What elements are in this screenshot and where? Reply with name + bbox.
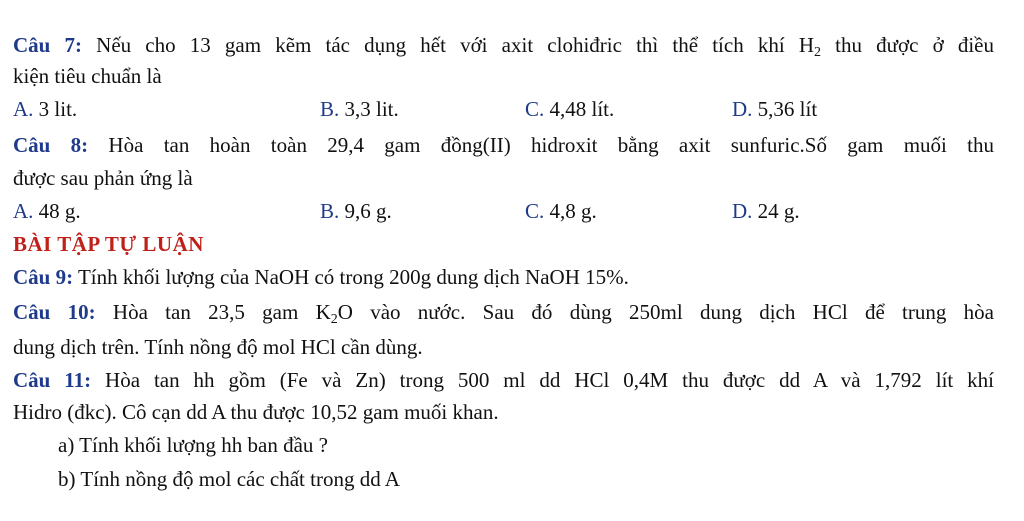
question-11-line-2: Hidro (đkc). Cô cạn dd A thu được 10,52 gam muối khan. — [13, 400, 499, 424]
option-letter: B. — [320, 97, 340, 121]
question-7-label: Câu 7: — [13, 33, 82, 57]
option-letter: D. — [732, 199, 753, 223]
option-letter: C. — [525, 199, 545, 223]
option-text: 3,3 lit. — [339, 97, 399, 121]
question-11-text-line1: Hòa tan hh gồm (Fe và Zn) trong 500 ml dd HCl 0,4M thu được dd A và 1,792 lít khí — [91, 368, 994, 392]
question-11-sub-a: a) Tính khối lượng hh ban đầu ? — [58, 433, 328, 457]
question-10-text-part1: Hòa tan 23,5 gam K — [95, 300, 331, 324]
question-7-option-d — [732, 96, 817, 122]
question-11-line-1 — [13, 367, 994, 393]
question-8-option-a — [13, 198, 81, 224]
question-10-line-1 — [13, 299, 994, 325]
question-8-option-d — [732, 198, 800, 224]
question-9-label: Câu 9: — [13, 265, 74, 289]
question-9-text: Tính khối lượng của NaOH có trong 200g dung dịch NaOH 15%. — [73, 265, 629, 289]
question-7-text-part1: Nếu cho 13 gam kẽm tác dụng hết với axit clohiđric thì thể tích khí H — [82, 33, 814, 57]
section-title: BÀI TẬP TỰ LUẬN — [13, 232, 204, 256]
option-text: 3 lit. — [33, 97, 78, 121]
question-7-option-a — [13, 96, 77, 122]
question-7-text-part2: thu được ở điều — [821, 33, 994, 57]
option-letter: D. — [732, 97, 753, 121]
option-text: 4,8 g. — [544, 199, 597, 223]
option-letter: A. — [13, 199, 34, 223]
question-11-label: Câu 11: — [13, 368, 92, 392]
question-7-option-c — [525, 96, 614, 122]
question-9-line-1 — [13, 264, 994, 290]
question-8-line-2: được sau phản ứng là — [13, 166, 193, 190]
question-10-subscript: 2 — [330, 312, 338, 327]
option-text: 5,36 lít — [752, 97, 818, 121]
option-text: 48 g. — [33, 199, 81, 223]
question-8-option-c — [525, 198, 597, 224]
option-text: 9,6 g. — [339, 199, 392, 223]
question-8-label: Câu 8: — [13, 133, 89, 157]
option-letter: C. — [525, 97, 545, 121]
option-letter: A. — [13, 97, 34, 121]
question-10-text-part2: O vào nước. Sau đó dùng 250ml dung dịch HCl để trung hòa — [337, 300, 994, 324]
option-text: 24 g. — [752, 199, 800, 223]
question-7-line-1 — [13, 32, 994, 58]
question-7-line-2: kiện tiêu chuẩn là — [13, 64, 162, 88]
question-10-line-2: dung dịch trên. Tính nồng độ mol HCl cần dùng. — [13, 335, 423, 359]
question-8-text-line1: Hòa tan hoàn toàn 29,4 gam đồng(II) hidroxit bằng axit sunfuric.Số gam muối thu — [88, 133, 994, 157]
question-10-label: Câu 10: — [13, 300, 96, 324]
question-11-sub-b: b) Tính nồng độ mol các chất trong dd A — [58, 467, 400, 491]
question-8-option-b — [320, 198, 392, 224]
question-8-line-1 — [13, 132, 994, 158]
question-7-subscript: 2 — [814, 45, 821, 60]
option-text: 4,48 lít. — [544, 97, 615, 121]
option-letter: B. — [320, 199, 340, 223]
question-7-option-b — [320, 96, 399, 122]
